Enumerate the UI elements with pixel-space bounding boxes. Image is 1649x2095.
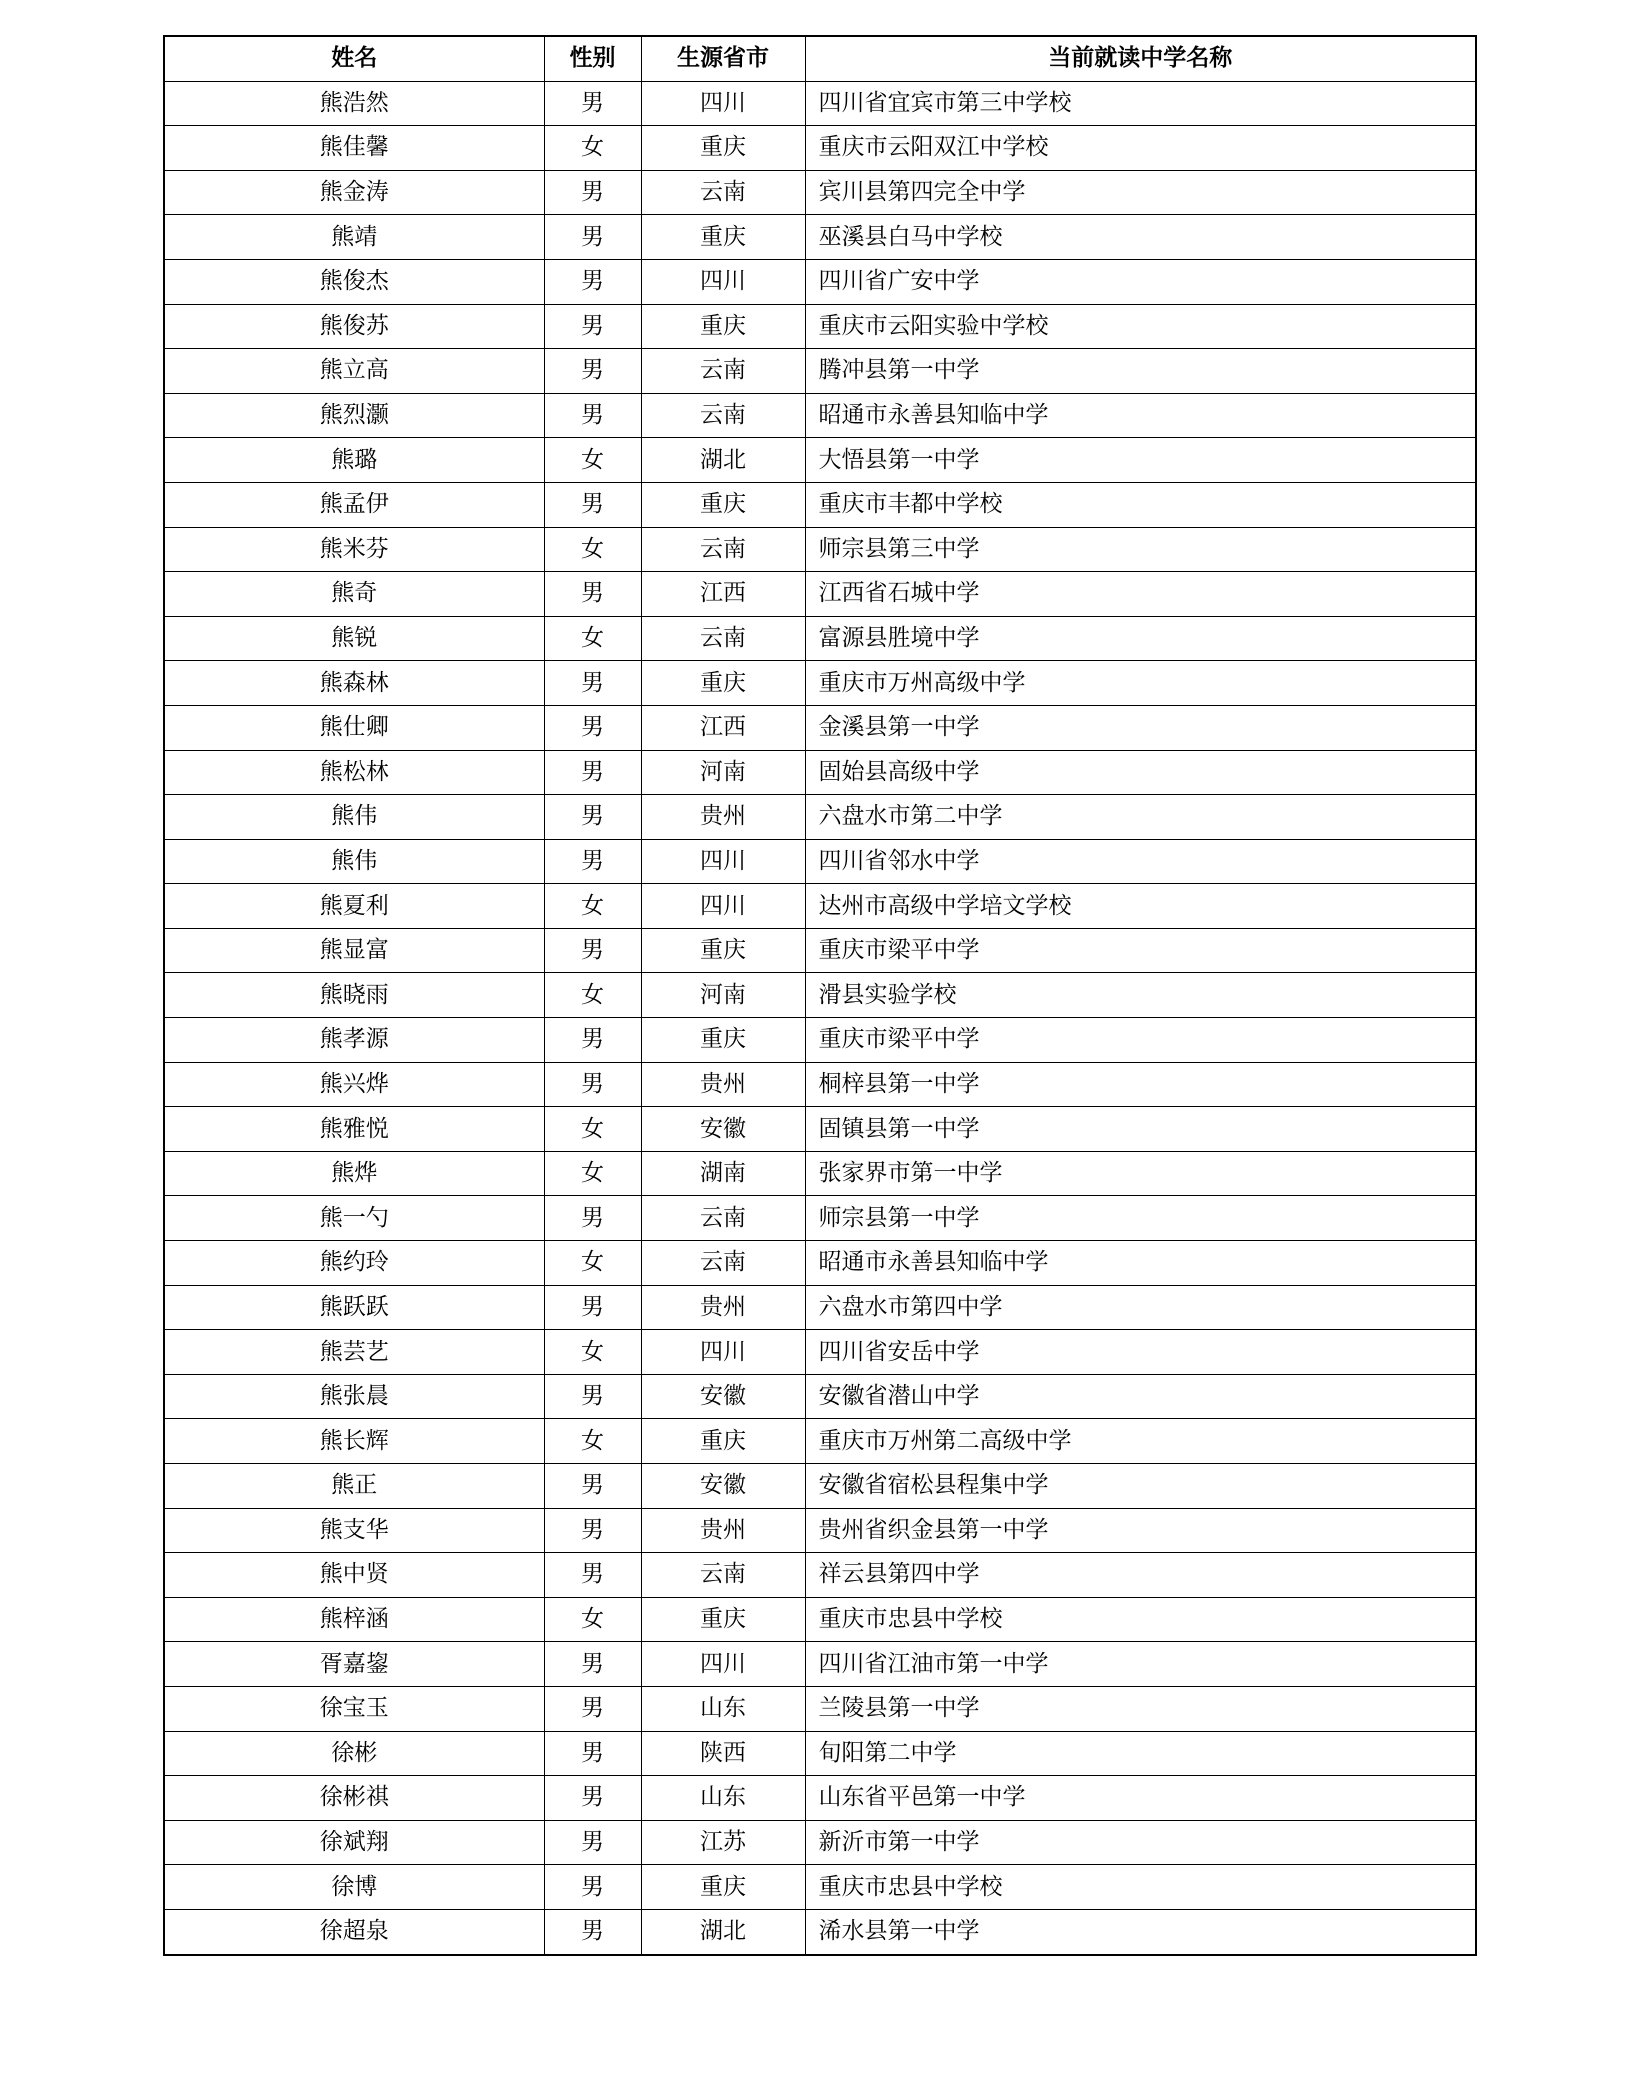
cell-name: 熊奇 (164, 572, 544, 617)
cell-name: 熊兴烨 (164, 1062, 544, 1107)
table-row (164, 616, 1476, 661)
table-row (164, 1776, 1476, 1821)
header-row (164, 36, 1476, 81)
cell-name: 熊夏利 (164, 884, 544, 929)
cell-province: 江西 (641, 572, 805, 617)
table-row (164, 928, 1476, 973)
table-row (164, 973, 1476, 1018)
cell-gender: 男 (544, 1909, 641, 1954)
cell-province: 重庆 (641, 1865, 805, 1910)
cell-name: 熊靖 (164, 215, 544, 260)
cell-name: 熊长辉 (164, 1419, 544, 1464)
cell-school: 四川省宜宾市第三中学校 (805, 81, 1476, 126)
cell-province: 重庆 (641, 928, 805, 973)
cell-province: 湖南 (641, 1151, 805, 1196)
cell-province: 贵州 (641, 1285, 805, 1330)
table-row (164, 259, 1476, 304)
cell-school: 重庆市梁平中学 (805, 928, 1476, 973)
cell-province: 河南 (641, 750, 805, 795)
table-row (164, 1508, 1476, 1553)
cell-province: 安徽 (641, 1107, 805, 1152)
cell-school: 重庆市云阳双江中学校 (805, 126, 1476, 171)
cell-gender: 男 (544, 1018, 641, 1063)
table-row (164, 304, 1476, 349)
cell-name: 徐超泉 (164, 1909, 544, 1954)
cell-name: 熊支华 (164, 1508, 544, 1553)
cell-province: 安徽 (641, 1374, 805, 1419)
cell-name: 熊伟 (164, 839, 544, 884)
cell-province: 四川 (641, 1330, 805, 1375)
cell-school: 固镇县第一中学 (805, 1107, 1476, 1152)
cell-name: 熊森林 (164, 661, 544, 706)
cell-school: 安徽省宿松县程集中学 (805, 1464, 1476, 1509)
table-row (164, 126, 1476, 171)
cell-gender: 女 (544, 616, 641, 661)
cell-province: 山东 (641, 1686, 805, 1731)
cell-province: 云南 (641, 527, 805, 572)
table-row (164, 393, 1476, 438)
cell-name: 熊松林 (164, 750, 544, 795)
cell-gender: 女 (544, 1419, 641, 1464)
cell-school: 师宗县第三中学 (805, 527, 1476, 572)
cell-name: 熊俊苏 (164, 304, 544, 349)
cell-school: 重庆市梁平中学 (805, 1018, 1476, 1063)
header-province: 生源省市 (641, 36, 805, 81)
cell-province: 重庆 (641, 215, 805, 260)
table-row (164, 1330, 1476, 1375)
cell-gender: 女 (544, 1241, 641, 1286)
cell-school: 大悟县第一中学 (805, 438, 1476, 483)
cell-school: 四川省江油市第一中学 (805, 1642, 1476, 1687)
table-row (164, 795, 1476, 840)
cell-province: 云南 (641, 1553, 805, 1598)
cell-name: 熊璐 (164, 438, 544, 483)
cell-province: 贵州 (641, 1508, 805, 1553)
cell-school: 富源县胜境中学 (805, 616, 1476, 661)
cell-name: 熊浩然 (164, 81, 544, 126)
table-row (164, 572, 1476, 617)
cell-gender: 女 (544, 126, 641, 171)
cell-name: 徐斌翔 (164, 1820, 544, 1865)
cell-name: 熊张晨 (164, 1374, 544, 1419)
table-row (164, 482, 1476, 527)
cell-gender: 男 (544, 1642, 641, 1687)
cell-school: 四川省安岳中学 (805, 1330, 1476, 1375)
cell-province: 湖北 (641, 438, 805, 483)
table-row (164, 170, 1476, 215)
cell-province: 云南 (641, 349, 805, 394)
cell-gender: 男 (544, 1285, 641, 1330)
cell-gender: 男 (544, 1731, 641, 1776)
cell-school: 江西省石城中学 (805, 572, 1476, 617)
table-row (164, 1597, 1476, 1642)
cell-province: 重庆 (641, 304, 805, 349)
cell-province: 四川 (641, 884, 805, 929)
cell-gender: 男 (544, 1374, 641, 1419)
cell-name: 熊伟 (164, 795, 544, 840)
cell-school: 祥云县第四中学 (805, 1553, 1476, 1598)
cell-school: 达州市高级中学培文学校 (805, 884, 1476, 929)
cell-name: 熊约玲 (164, 1241, 544, 1286)
cell-school: 浠水县第一中学 (805, 1909, 1476, 1954)
cell-gender: 女 (544, 1151, 641, 1196)
table-row (164, 1151, 1476, 1196)
cell-province: 云南 (641, 1196, 805, 1241)
cell-gender: 女 (544, 1597, 641, 1642)
cell-name: 徐彬祺 (164, 1776, 544, 1821)
cell-name: 熊芸艺 (164, 1330, 544, 1375)
cell-name: 熊俊杰 (164, 259, 544, 304)
cell-gender: 男 (544, 304, 641, 349)
cell-province: 山东 (641, 1776, 805, 1821)
cell-school: 六盘水市第二中学 (805, 795, 1476, 840)
cell-name: 熊仕卿 (164, 705, 544, 750)
cell-school: 昭通市永善县知临中学 (805, 1241, 1476, 1286)
cell-name: 徐彬 (164, 1731, 544, 1776)
cell-gender: 男 (544, 1508, 641, 1553)
cell-school: 重庆市忠县中学校 (805, 1597, 1476, 1642)
cell-province: 江苏 (641, 1820, 805, 1865)
table-row (164, 1820, 1476, 1865)
table-body (164, 81, 1476, 1954)
cell-school: 宾川县第四完全中学 (805, 170, 1476, 215)
cell-gender: 男 (544, 482, 641, 527)
cell-gender: 男 (544, 215, 641, 260)
table-row (164, 884, 1476, 929)
cell-province: 云南 (641, 616, 805, 661)
table-row (164, 438, 1476, 483)
cell-gender: 男 (544, 750, 641, 795)
cell-province: 贵州 (641, 1062, 805, 1107)
cell-gender: 男 (544, 1820, 641, 1865)
table-row (164, 1419, 1476, 1464)
cell-province: 云南 (641, 393, 805, 438)
table-row (164, 705, 1476, 750)
cell-name: 熊孟伊 (164, 482, 544, 527)
table-row (164, 1374, 1476, 1419)
cell-name: 熊锐 (164, 616, 544, 661)
cell-school: 安徽省潜山中学 (805, 1374, 1476, 1419)
table-row (164, 1285, 1476, 1330)
cell-school: 兰陵县第一中学 (805, 1686, 1476, 1731)
cell-name: 熊孝源 (164, 1018, 544, 1063)
cell-province: 重庆 (641, 482, 805, 527)
table-row (164, 1553, 1476, 1598)
cell-gender: 男 (544, 1686, 641, 1731)
cell-province: 重庆 (641, 661, 805, 706)
table-row (164, 527, 1476, 572)
cell-gender: 男 (544, 795, 641, 840)
cell-name: 熊烈灏 (164, 393, 544, 438)
cell-province: 四川 (641, 839, 805, 884)
cell-province: 重庆 (641, 1597, 805, 1642)
cell-school: 师宗县第一中学 (805, 1196, 1476, 1241)
cell-province: 陕西 (641, 1731, 805, 1776)
cell-name: 熊正 (164, 1464, 544, 1509)
table-header (164, 36, 1476, 81)
cell-province: 重庆 (641, 126, 805, 171)
cell-school: 旬阳第二中学 (805, 1731, 1476, 1776)
cell-gender: 男 (544, 1776, 641, 1821)
cell-gender: 男 (544, 259, 641, 304)
cell-school: 四川省广安中学 (805, 259, 1476, 304)
cell-gender: 男 (544, 839, 641, 884)
cell-name: 胥嘉鋆 (164, 1642, 544, 1687)
cell-gender: 女 (544, 438, 641, 483)
table-row (164, 1686, 1476, 1731)
cell-province: 云南 (641, 1241, 805, 1286)
cell-gender: 男 (544, 572, 641, 617)
cell-gender: 男 (544, 81, 641, 126)
cell-gender: 男 (544, 170, 641, 215)
table-row (164, 81, 1476, 126)
cell-gender: 女 (544, 884, 641, 929)
cell-school: 巫溪县白马中学校 (805, 215, 1476, 260)
table-row (164, 1018, 1476, 1063)
cell-school: 重庆市忠县中学校 (805, 1865, 1476, 1910)
table-row (164, 1241, 1476, 1286)
table-row (164, 1464, 1476, 1509)
cell-school: 四川省邻水中学 (805, 839, 1476, 884)
cell-province: 云南 (641, 170, 805, 215)
cell-name: 熊梓涵 (164, 1597, 544, 1642)
cell-school: 重庆市丰都中学校 (805, 482, 1476, 527)
header-school: 当前就读中学名称 (805, 36, 1476, 81)
cell-province: 四川 (641, 1642, 805, 1687)
cell-gender: 男 (544, 349, 641, 394)
cell-name: 熊中贤 (164, 1553, 544, 1598)
cell-school: 重庆市云阳实验中学校 (805, 304, 1476, 349)
cell-school: 重庆市万州高级中学 (805, 661, 1476, 706)
cell-name: 徐博 (164, 1865, 544, 1910)
cell-gender: 女 (544, 1330, 641, 1375)
cell-school: 滑县实验学校 (805, 973, 1476, 1018)
cell-school: 昭通市永善县知临中学 (805, 393, 1476, 438)
cell-school: 张家界市第一中学 (805, 1151, 1476, 1196)
cell-school: 腾冲县第一中学 (805, 349, 1476, 394)
table-row (164, 1107, 1476, 1152)
cell-gender: 男 (544, 928, 641, 973)
header-name: 姓名 (164, 36, 544, 81)
table-row (164, 839, 1476, 884)
cell-school: 金溪县第一中学 (805, 705, 1476, 750)
table-row (164, 1731, 1476, 1776)
cell-gender: 男 (544, 393, 641, 438)
table-row (164, 1865, 1476, 1910)
cell-school: 贵州省织金县第一中学 (805, 1508, 1476, 1553)
cell-name: 熊一勺 (164, 1196, 544, 1241)
cell-name: 熊金涛 (164, 170, 544, 215)
cell-gender: 男 (544, 661, 641, 706)
cell-gender: 女 (544, 527, 641, 572)
cell-school: 桐梓县第一中学 (805, 1062, 1476, 1107)
table-row (164, 1909, 1476, 1954)
cell-province: 四川 (641, 259, 805, 304)
student-roster-table (163, 35, 1477, 1956)
table-row (164, 661, 1476, 706)
cell-province: 四川 (641, 81, 805, 126)
header-gender: 性别 (544, 36, 641, 81)
cell-gender: 男 (544, 705, 641, 750)
cell-school: 六盘水市第四中学 (805, 1285, 1476, 1330)
table-row (164, 1196, 1476, 1241)
cell-gender: 女 (544, 1107, 641, 1152)
cell-name: 熊晓雨 (164, 973, 544, 1018)
table-row (164, 1062, 1476, 1107)
cell-name: 熊雅悦 (164, 1107, 544, 1152)
cell-gender: 男 (544, 1062, 641, 1107)
cell-province: 安徽 (641, 1464, 805, 1509)
table-row (164, 750, 1476, 795)
cell-province: 重庆 (641, 1419, 805, 1464)
cell-gender: 男 (544, 1464, 641, 1509)
cell-gender: 女 (544, 973, 641, 1018)
cell-province: 河南 (641, 973, 805, 1018)
cell-school: 山东省平邑第一中学 (805, 1776, 1476, 1821)
table-row (164, 349, 1476, 394)
table-row (164, 1642, 1476, 1687)
cell-gender: 男 (544, 1865, 641, 1910)
cell-province: 贵州 (641, 795, 805, 840)
cell-school: 固始县高级中学 (805, 750, 1476, 795)
cell-name: 熊佳馨 (164, 126, 544, 171)
cell-gender: 男 (544, 1196, 641, 1241)
cell-province: 重庆 (641, 1018, 805, 1063)
cell-school: 新沂市第一中学 (805, 1820, 1476, 1865)
cell-name: 熊立高 (164, 349, 544, 394)
cell-school: 重庆市万州第二高级中学 (805, 1419, 1476, 1464)
cell-name: 熊米芬 (164, 527, 544, 572)
cell-province: 湖北 (641, 1909, 805, 1954)
table-row (164, 215, 1476, 260)
cell-name: 熊跃跃 (164, 1285, 544, 1330)
cell-province: 江西 (641, 705, 805, 750)
cell-name: 熊烨 (164, 1151, 544, 1196)
cell-name: 熊显富 (164, 928, 544, 973)
cell-gender: 男 (544, 1553, 641, 1598)
cell-name: 徐宝玉 (164, 1686, 544, 1731)
